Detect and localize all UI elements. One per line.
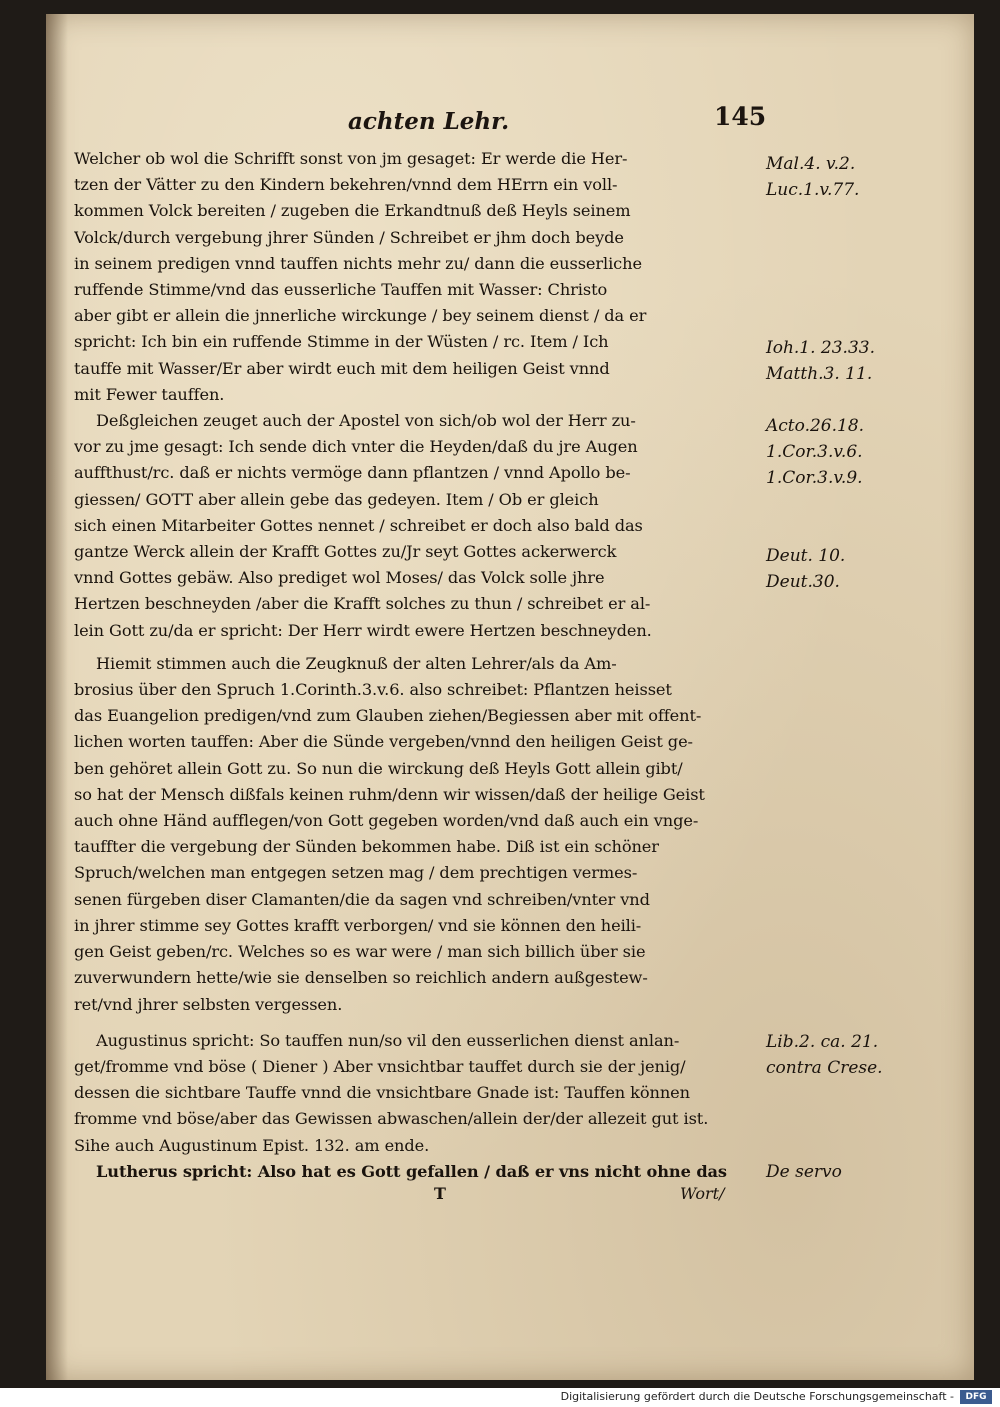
margin-note: Lib.2. ca. 21.: [766, 1032, 879, 1052]
margin-note: Luc.1.v.77.: [766, 180, 860, 200]
text-line: vnnd Gottes gebäw. Also prediget wol Moses/ das Volck solle jhre: [74, 568, 605, 588]
text-line: gantze Werck allein der Krafft Gottes zu/Jr seyt Gottes ackerwerck: [74, 542, 617, 562]
text-line: ben gehöret allein Gott zu. So nun die wirckung deß Heyls Gott allein gibt/: [74, 758, 683, 778]
text-line: zuverwundern hette/wie sie denselben so reichlich andern außgestew-: [74, 968, 648, 988]
text-line: auch ohne Händ aufflegen/von Gott gegeben worden/vnd daß auch ein vnge-: [74, 811, 699, 831]
text-line: spricht: Ich bin ein ruffende Stimme in der Wüsten / rc. Item / Ich: [74, 332, 609, 352]
text-line: Lutherus spricht: Also hat es Gott gefallen / daß er vns nicht ohne das: [96, 1161, 727, 1181]
paragraph-4: [74, 1028, 764, 1159]
text-line: gen Geist geben/rc. Welches so es war were / man sich billich über sie: [74, 942, 646, 962]
margin-note: De servo: [766, 1162, 842, 1182]
text-line: sich einen Mitarbeiter Gottes nennet / schreibet er doch also bald das: [74, 515, 643, 535]
text-line: tauffe mit Wasser/Er aber wirdt euch mit dem heiligen Geist vnnd: [74, 358, 610, 378]
margin-note: Ioh.1. 23.33.: [766, 338, 875, 358]
text-line: lein Gott zu/da er spricht: Der Herr wirdt ewere Hertzen beschneyden.: [74, 620, 652, 640]
margin-note: 1.Cor.3.v.9.: [766, 468, 863, 488]
margin-note: Matth.3. 11.: [766, 364, 873, 384]
text-line: senen fürgeben diser Clamanten/die da sagen vnd schreiben/vnter vnd: [74, 889, 650, 909]
margin-note: Deut. 10.: [766, 546, 846, 566]
text-line: ret/vnd jhrer selbsten vergessen.: [74, 994, 343, 1014]
text-line: vor zu jme gesagt: Ich sende dich vnter die Heyden/daß du jre Augen: [74, 437, 638, 457]
viewer-footer: [0, 1388, 1000, 1407]
funding-credit: Digitalisierung gefördert durch die Deutsche Forschungsgemeinschaft -: [560, 1390, 954, 1403]
text-line: so hat der Mensch dißfals keinen ruhm/denn wir wissen/daß der heilige Geist: [74, 784, 705, 804]
text-line: ruffende Stimme/vnd das eusserliche Tauffen mit Wasser: Christo: [74, 280, 608, 300]
text-line: dessen die sichtbare Tauffe vnnd die vnsichtbare Gnade ist: Tauffen können: [74, 1083, 690, 1103]
text-line: brosius über den Spruch 1.Corinth.3.v.6. also schreibet: Pflantzen heisset: [74, 680, 672, 700]
paragraph-2: [74, 408, 764, 644]
page-header: [46, 102, 974, 148]
signature-mark: T: [434, 1184, 446, 1203]
text-line: lichen worten tauffen: Aber die Sünde vergeben/vnnd den heiligen Geist ge-: [74, 732, 693, 752]
text-line: Sihe auch Augustinum Epist. 132. am ende.: [74, 1135, 430, 1155]
margin-note: Deut.30.: [766, 572, 840, 592]
text-line: Hertzen beschneyden /aber die Krafft solches zu thun / schreibet er al-: [74, 594, 651, 614]
paragraph-gap: [74, 644, 764, 651]
margin-note: Mal.4. v.2.: [766, 154, 856, 174]
paragraph-3: [74, 651, 764, 1018]
text-line: das Euangelion predigen/vnd zum Glauben ziehen/Begiessen aber mit offent-: [74, 706, 702, 726]
margin-note: contra Crese.: [766, 1058, 883, 1078]
text-line: get/fromme vnd böse ( Diener ) Aber vnsichtbar tauffet durch sie der jenig/: [74, 1056, 686, 1076]
margin-note: Acto.26.18.: [766, 416, 865, 436]
text-line: aber gibt er allein die jnnerliche wirckunge / bey seinem dienst / da er: [74, 306, 647, 326]
text-line: in jhrer stimme sey Gottes krafft verborgen/ vnd sie können den heili-: [74, 915, 642, 935]
text-line: tauffter die vergebung der Sünden bekommen habe. Diß ist ein schöner: [74, 837, 659, 857]
body-text: [74, 146, 764, 1185]
running-head: achten Lehr.: [348, 108, 510, 135]
margin-note: 1.Cor.3.v.6.: [766, 442, 863, 462]
text-line: Volck/durch vergebung jhrer Sünden / Schreibet er jhm doch beyde: [74, 227, 624, 247]
text-line: Hiemit stimmen auch die Zeugknuß der alten Lehrer/als da Am-: [96, 653, 617, 673]
text-line: kommen Volck bereiten / zugeben die Erkandtnuß deß Heyls seinem: [74, 201, 631, 221]
text-line: Deßgleichen zeuget auch der Apostel von sich/ob wol der Herr zu-: [96, 411, 636, 431]
text-line: auffthust/rc. daß er nichts vermöge dann pflantzen / vnnd Apollo be-: [74, 463, 631, 483]
text-line: fromme vnd böse/aber das Gewissen abwaschen/allein der/der allezeit gut ist.: [74, 1109, 709, 1129]
paragraph-5: [74, 1159, 764, 1185]
paragraph-gap: [74, 1018, 764, 1028]
text-line: Spruch/welchen man entgegen setzen mag / dem prechtigen vermes-: [74, 863, 638, 883]
page-spine-shadow: [46, 14, 68, 1380]
dfg-logo-icon: DFG: [960, 1390, 992, 1404]
text-line: tzen der Vätter zu den Kindern bekehren/vnnd dem HErrn ein voll-: [74, 175, 618, 195]
text-line: mit Fewer tauffen.: [74, 384, 225, 404]
catchword: Wort/: [680, 1184, 725, 1203]
text-line: Augustinus spricht: So tauffen nun/so vil den eusserlichen dienst anlan-: [96, 1030, 680, 1050]
text-line: giessen/ GOTT aber allein gebe das gedeyen. Item / Ob er gleich: [74, 489, 599, 509]
text-line: Welcher ob wol die Schrifft sonst von jm gesaget: Er werde die Her-: [74, 149, 628, 168]
paragraph-1: [74, 146, 764, 408]
page-number: 145: [714, 102, 767, 131]
book-page: [46, 14, 974, 1380]
text-line: in seinem predigen vnnd tauffen nichts mehr zu/ dann die eusserliche: [74, 253, 642, 273]
